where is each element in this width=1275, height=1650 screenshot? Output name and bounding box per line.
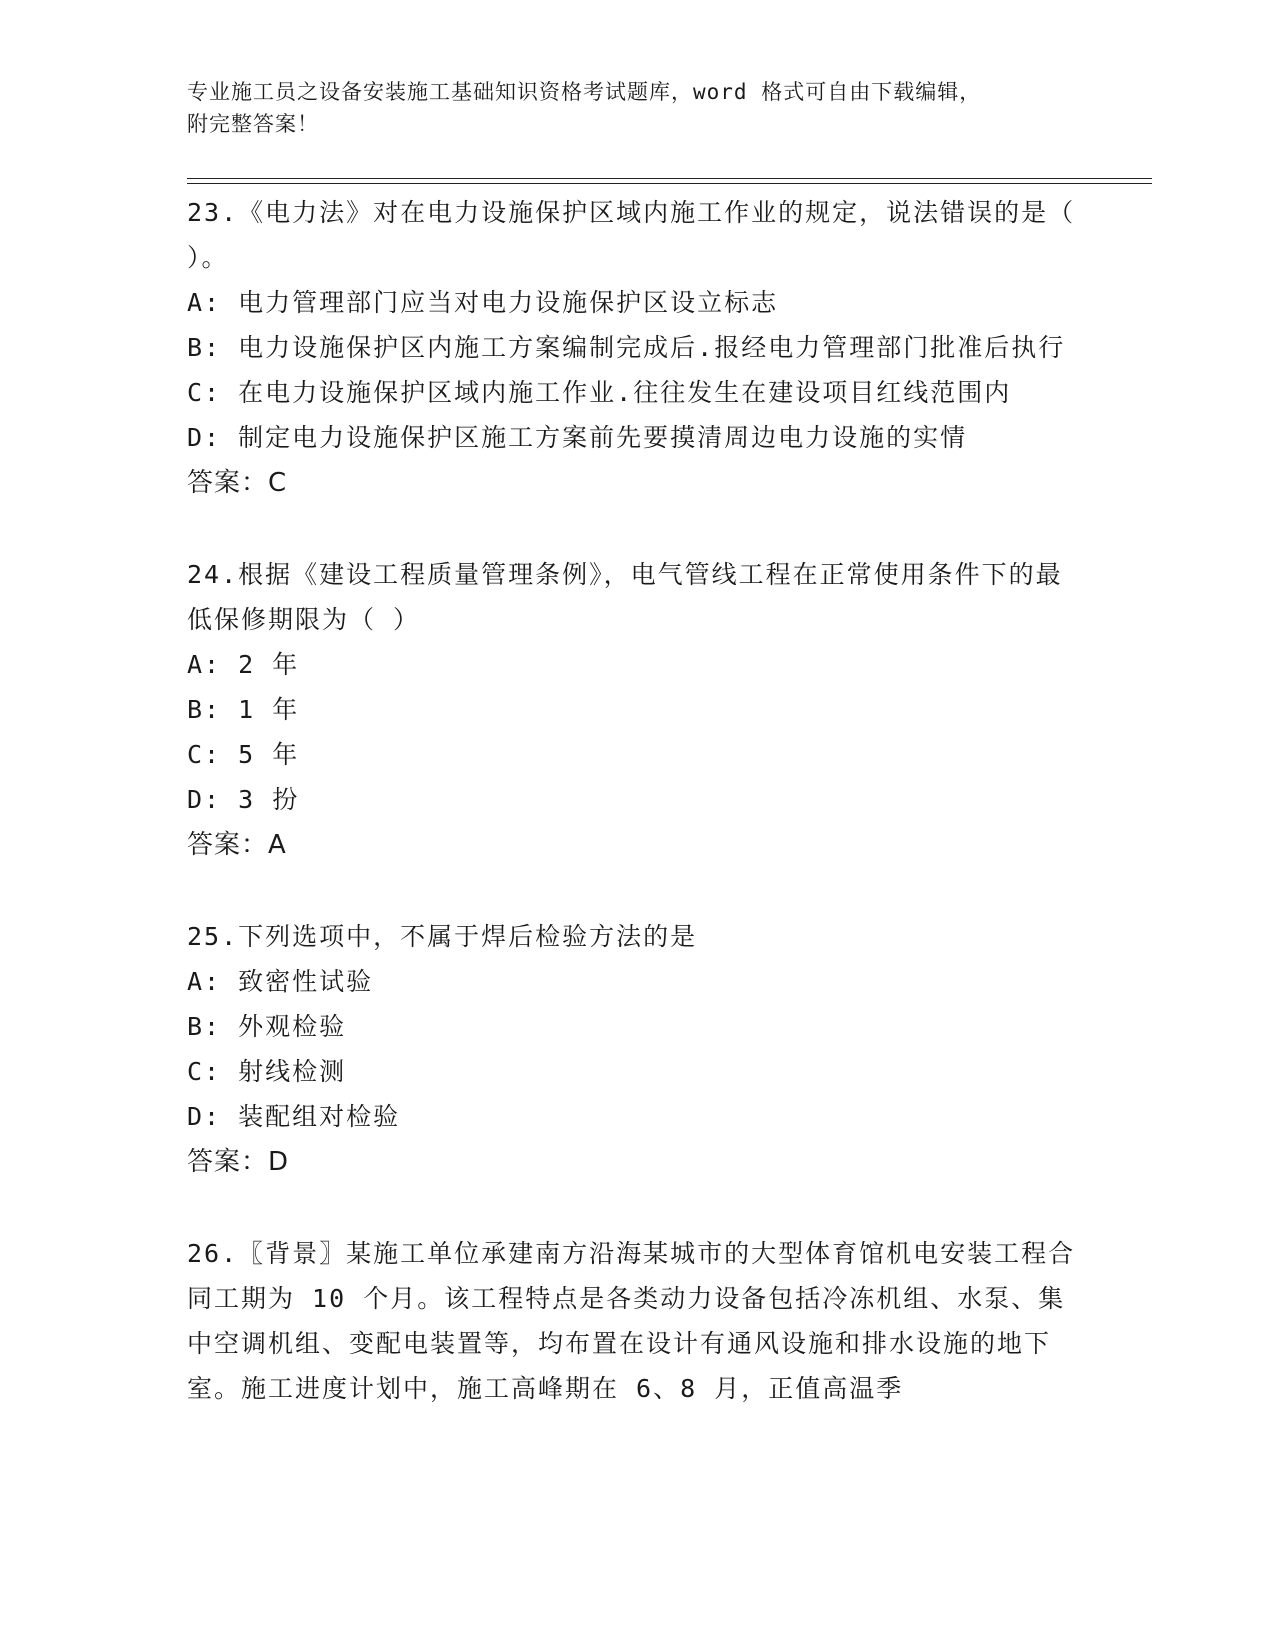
option-key: D: (187, 1102, 222, 1131)
answer-value: A (268, 830, 287, 860)
option-key: B: (187, 695, 222, 724)
option-text: 制定电力设施保护区施工方案前先要摸清周边电力设施的实情 (238, 423, 968, 452)
header-rule-top (187, 178, 1152, 179)
option-text: 射线检测 (238, 1057, 347, 1086)
option-c (187, 370, 1077, 415)
option-text: 5 年 (238, 740, 300, 769)
question-number: 25. (187, 922, 239, 951)
option-d (187, 415, 1077, 460)
question-23 (187, 190, 1077, 506)
question-stem (187, 190, 1077, 280)
answer-value: D (268, 1147, 290, 1177)
answer-label: 答案： (187, 830, 269, 860)
option-key: A: (187, 650, 222, 679)
option-key: B: (187, 1012, 222, 1041)
option-a (187, 642, 1077, 687)
option-d (187, 1094, 1077, 1139)
question-text: 〖背景〗某施工单位承建南方沿海某城市的大型体育馆机电安装工程合同工期为 10 个月。该工程特点是各类动力设备包括冷冻机组、水泵、集中空调机组、变配电装置等，均布置在设计有通风设施和排水设施的地下室。施工进度计划中，施工高峰期在 6、8 月，正值高温季 (187, 1239, 1076, 1403)
option-text: 装配组对检验 (238, 1102, 401, 1131)
option-text: 电力设施保护区内施工方案编制完成后.报经电力管理部门批准后执行 (238, 333, 1066, 362)
option-d (187, 777, 1077, 822)
question-number: 24. (187, 560, 239, 589)
option-text: 1 年 (238, 695, 300, 724)
option-text: 致密性试验 (238, 967, 374, 996)
answer-line (187, 1139, 1077, 1185)
option-key: A: (187, 967, 222, 996)
question-stem (187, 914, 1077, 959)
question-stem (187, 1231, 1077, 1411)
option-key: C: (187, 1057, 222, 1086)
answer-value: C (268, 468, 288, 498)
question-26 (187, 1231, 1077, 1411)
question-stem (187, 552, 1077, 642)
option-key: B: (187, 333, 222, 362)
option-b (187, 325, 1077, 370)
header-note-line-2: 附完整答案！ (187, 112, 319, 136)
option-text: 外观检验 (238, 1012, 347, 1041)
option-text: 3 扮 (238, 785, 300, 814)
option-a (187, 959, 1077, 1004)
option-key: A: (187, 288, 222, 317)
option-c (187, 732, 1077, 777)
question-24 (187, 552, 1077, 868)
question-list (187, 190, 1077, 1457)
option-text: 在电力设施保护区域内施工作业.往往发生在建设项目红线范围内 (238, 378, 1012, 407)
answer-line (187, 460, 1077, 506)
answer-label: 答案： (187, 1147, 269, 1177)
question-number: 23. (187, 198, 239, 227)
question-25 (187, 914, 1077, 1185)
option-a (187, 280, 1077, 325)
option-c (187, 1049, 1077, 1094)
option-b (187, 687, 1077, 732)
option-text: 电力管理部门应当对电力设施保护区设立标志 (238, 288, 779, 317)
answer-label: 答案： (187, 468, 269, 498)
option-key: D: (187, 423, 222, 452)
option-key: D: (187, 785, 222, 814)
option-key: C: (187, 378, 222, 407)
question-text: 《电力法》对在电力设施保护区域内施工作业的规定，说法错误的是（ ）。 (187, 198, 1076, 272)
question-text: 根据《建设工程质量管理条例》，电气管线工程在正常使用条件下的最低保修期限为（ ） (187, 560, 1063, 634)
answer-line (187, 822, 1077, 868)
question-number: 26. (187, 1239, 239, 1268)
option-text: 2 年 (238, 650, 300, 679)
question-text: 下列选项中，不属于焊后检验方法的是 (238, 922, 698, 951)
header-note-line-1: 专业施工员之设备安装施工基础知识资格考试题库，word 格式可自由下载编辑， (187, 80, 982, 104)
option-key: C: (187, 740, 222, 769)
header-note (187, 76, 1067, 140)
header-rule-bottom (187, 183, 1152, 184)
option-b (187, 1004, 1077, 1049)
